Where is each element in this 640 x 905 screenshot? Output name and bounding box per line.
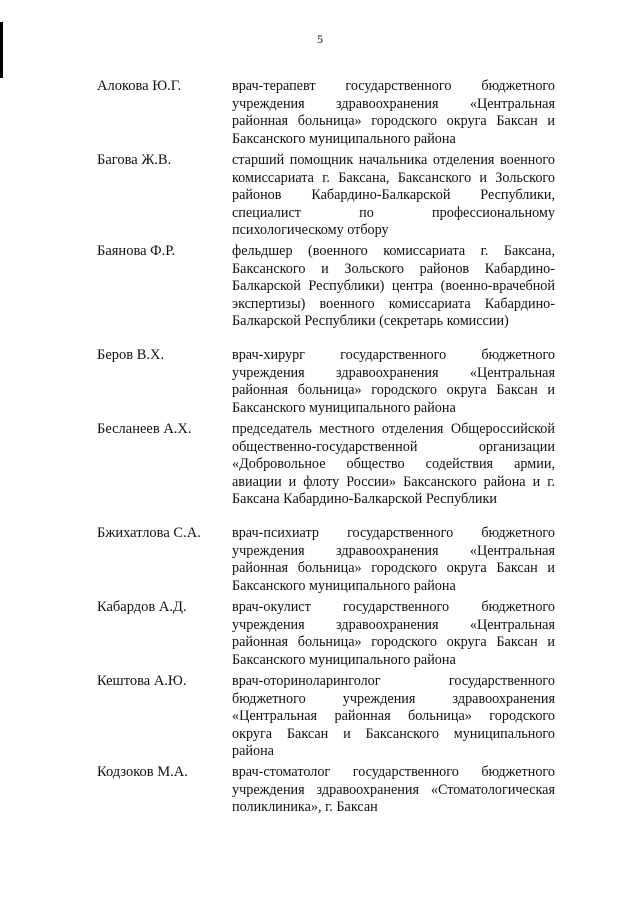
member-position: врач-оториноларинголог государственного бюджетного учреждения здравоохранения «Центральная районная больница» городского округа Баксан и Баксанского муниципального района [232, 673, 555, 759]
member-name: Кабардов А.Д. [97, 599, 187, 615]
page-number: 5 [317, 32, 323, 46]
member-name: Беров В.Х. [97, 347, 165, 363]
member-name: Баянова Ф.Р. [97, 243, 176, 259]
member-name: Бжихатлова С.А. [97, 525, 201, 541]
member-position: фельдшер (военного комиссариата г. Баксана, Баксанского и Зольского районов Кабардино-Балкарской Республики) центра (военно-врачебной экспертизы) военного комиссариата Кабардино-Балкарской Республики (секретарь комиссии) [232, 243, 555, 329]
member-name: Бесланеев А.Х. [97, 421, 192, 437]
member-position: врач-терапевт государственного бюджетного учреждения здравоохранения «Центральная районная больница» городского округа Баксан и Баксанского муниципального района [232, 78, 555, 147]
member-name: Багова Ж.В. [97, 152, 172, 168]
member-position: врач-окулист государственного бюджетного учреждения здравоохранения «Центральная районная больница» городского округа Баксан и Баксанского муниципального района [232, 599, 555, 668]
member-position: врач-стоматолог государственного бюджетного учреждения здравоохранения «Стоматологическая поликлиника», г. Баксан [232, 764, 555, 815]
member-position: врач-психиатр государственного бюджетного учреждения здравоохранения «Центральная районная больница» городского округа Баксан и Баксанского муниципального района [232, 525, 555, 594]
member-position: председатель местного отделения Общероссийской общественно-государственной организации «Добровольное общество содействия армии, авиации и флоту России» Баксанского района и г. Баксана Кабардино-Балкарской Республики [232, 421, 555, 507]
scan-edge-mark [0, 22, 3, 78]
member-position: старший помощник начальника отделения военного комиссариата г. Баксана, Баксанского и Зольского районов Кабардино-Балкарской Республики, специалист по профессиональному психологическому отбору [232, 152, 555, 238]
member-name: Алокова Ю.Г. [97, 78, 182, 94]
member-name: Кодзоков М.А. [97, 764, 188, 780]
member-position: врач-хирург государственного бюджетного учреждения здравоохранения «Центральная районная больница» городского округа Баксан и Баксанского муниципального района [232, 347, 555, 416]
member-name: Кештова А.Ю. [97, 673, 187, 689]
